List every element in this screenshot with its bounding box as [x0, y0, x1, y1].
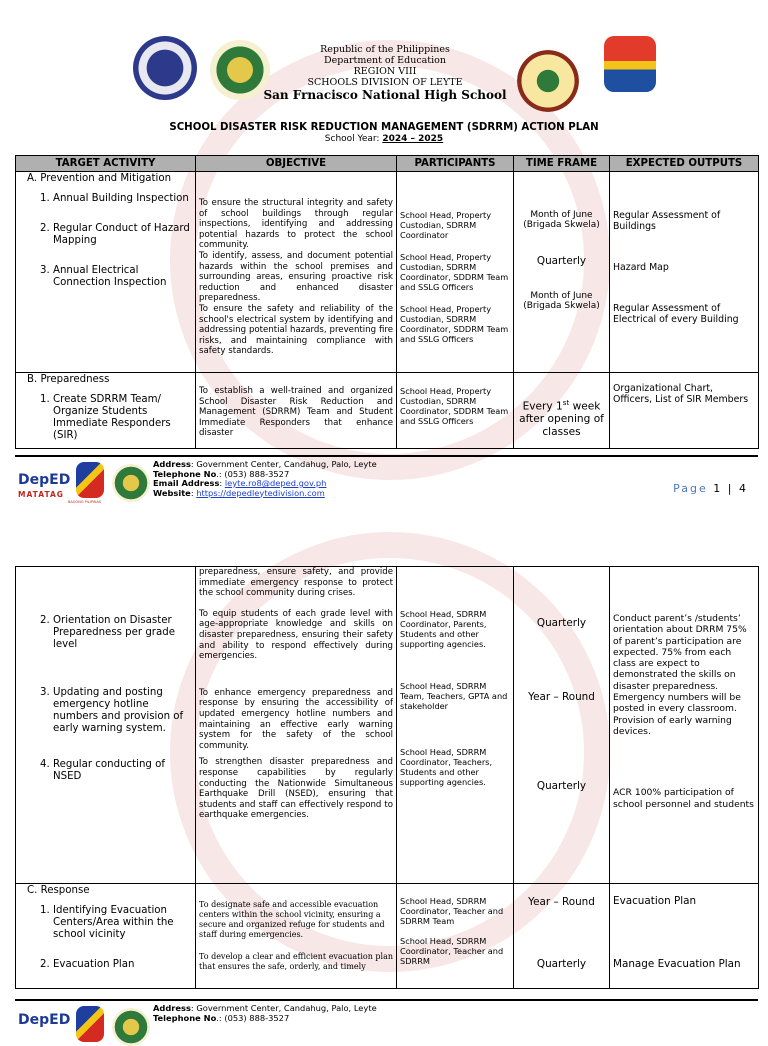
email-link[interactable]: leyte.ro8@deped.gov.ph [224, 478, 327, 488]
document-page-2 [0, 562, 768, 1028]
participants-text: School Head, Property Custodian, SDRRM Coordinator, SDDRM Team and SSLG Officers [400, 304, 509, 344]
table-row [16, 373, 759, 449]
objective-text: To strengthen disaster preparedness and response capabilities by regularly conducting the Nationwide Simultaneous Earthquake Drill (NSED), ensuring that students and staff can effectively respond to earthquake emergencies. [199, 757, 393, 821]
section-heading: C. Response [27, 885, 90, 896]
bagong-pilipinas-logo [76, 1006, 104, 1042]
school-year-value: 2024 – 2025 [382, 134, 444, 144]
table-row [16, 567, 759, 884]
output-text: Regular Assessment of Buildings [613, 210, 721, 232]
division-line: SCHOOLS DIVISION OF LEYTE [307, 77, 463, 88]
target-activity-cell [16, 373, 196, 449]
division-footer-logo [112, 1008, 150, 1046]
participants-cell [397, 172, 514, 373]
footer-contact [153, 1004, 377, 1023]
target-activity-cell [16, 884, 196, 989]
school-year: School Year: 2024 – 2025 [324, 134, 444, 144]
website-link[interactable]: https://depedleytedivision.com [196, 487, 325, 498]
participants-text: School Head, SDRRM Coordinator, Teacher and SDRRM [400, 936, 504, 966]
target-activity-cell [16, 172, 196, 373]
output-text: ACR 100% participation of school personnel and students [613, 787, 754, 810]
participants-text: School Head, Property Custodian, SDRRM Coordinator, SDDRM Team and SSLG Officers [400, 252, 509, 292]
time-frame-text: Year – Round [528, 896, 595, 908]
footer-email: Email Address: leyte.ro8@deped.gov.ph [153, 478, 327, 488]
objective-text: To ensure the safety and reliability of the school's electrical system by identifying and addressing potential hazards, preventing fire risks, and maintaining compliance with safety standards. [199, 303, 393, 357]
participants-text: School Head, SDRRM Team, Teachers, GPTA and stakeholder [400, 681, 508, 711]
expected-outputs-cell [610, 373, 759, 449]
objective-text: To identify, assess, and document potential hazards within the school premises and surrounding areas, ensuring proactive risk reduction and enhanced disaster preparedness. [199, 250, 393, 304]
objective-text: To develop a clear and efficient evacuation plan that ensures the safe, orderly, and timely [199, 952, 394, 971]
time-frame-text: Month of June (Brigada Skwela) [523, 210, 600, 230]
footer-divider [15, 455, 758, 457]
table-row [16, 172, 759, 373]
section-heading: A. Prevention and Mitigation [27, 173, 172, 184]
footer-divider [15, 999, 758, 1001]
deped-logo: DepED [18, 1012, 71, 1028]
footer-website: Website: https://depedleytedivision.com [153, 487, 325, 498]
action-plan-table-page-1 [15, 155, 759, 449]
objective-cell [196, 373, 397, 449]
region-line: REGION VIII [353, 66, 417, 77]
column-header: TARGET ACTIVITY [16, 156, 196, 172]
bagong-pilipinas-logo [76, 462, 104, 498]
section-heading: B. Preparedness [27, 374, 110, 385]
division-footer-logo [112, 464, 150, 502]
list-item: 3. Updating and posting emergency hotline numbers and provision of early warning system. [53, 687, 192, 735]
list-item: 1. Identifying Evacuation Centers/Area within the school vicinity [53, 905, 192, 941]
time-frame-text: Month of June (Brigada Skwela) [523, 291, 600, 311]
list-item: 3. Annual Electrical Connection Inspection [53, 265, 192, 289]
footer-telephone: Telephone No.: (053) 888-3527 [153, 468, 290, 479]
list-item: 2. Evacuation Plan [53, 959, 192, 971]
output-text: Conduct parent’s /students’ orientation about DRRM 75% of parent’s participation are expected. 75% from each class are expect to demonstrated the skills on disaster preparedness. [613, 613, 747, 692]
republic-line: Republic of the Philippines [320, 44, 450, 55]
bagong-pilipinas-text: BAGONG PILIPINAS [68, 500, 102, 504]
time-frame-cell [514, 172, 610, 373]
list-item: 1. Create SDRRM Team/ Organize Students Immediate Responders (SIR) [53, 394, 192, 442]
output-text: Regular Assessment of Electrical of every Building [613, 303, 739, 325]
page-gap [0, 510, 768, 562]
school-name: San Frnacisco National High School [263, 88, 507, 102]
target-activity-cell [16, 567, 196, 884]
objective-text: To enhance emergency preparedness and response by ensuring the accessibility of updated emergency hotline numbers and maintaining an effective early warning system for the safety of the school community. [199, 687, 393, 751]
objective-text: To equip students of each grade level with age-appropriate knowledge and skills on disaster preparedness, ensuring their safety and ability to respond effectively during emergencies. [199, 608, 393, 662]
page-number: Page 1 | 4 [673, 482, 748, 495]
objective-cell [196, 884, 397, 989]
participants-text: School Head, SDRRM Coordinator, Teacher and SDRRM Team [400, 896, 504, 926]
table-header-row [16, 156, 759, 172]
matatag-logo-text: MATATAG [18, 490, 64, 499]
footer-address: Address: Government Center, Candahug, Palo, Leyte [153, 1003, 377, 1013]
objective-text: preparedness, ensure safety, and provide immediate emergency response to protect the school community during crises. [199, 567, 393, 599]
time-frame-text: Year – Round [528, 691, 595, 703]
output-text: Evacuation Plan [613, 895, 697, 907]
objective-text: To establish a well-trained and organized School Disaster Risk Reduction and Management (SDRRM) Team and Student Immediate Responders that enhance disaster [199, 386, 393, 439]
deped-logo: DepED [18, 472, 71, 488]
department-line: Department of Education [324, 55, 446, 66]
column-header: PARTICIPANTS [397, 156, 514, 172]
objective-cell [196, 567, 397, 884]
document-page-1 [0, 0, 768, 510]
time-frame-text: Quarterly [536, 255, 587, 267]
participants-text: School Head, SDRRM Coordinator, Teachers, Students and other supporting agencies. [400, 747, 493, 787]
action-plan-table-page-2 [15, 566, 759, 989]
list-item: 4. Regular conducting of NSED [53, 759, 192, 783]
participants-text: School Head, Property Custodian, SDRRM Coordinator, SDDRM Team and SSLG Officers [400, 386, 509, 426]
expected-outputs-cell [610, 567, 759, 884]
participants-text: School Head, SDRRM Coordinator, Parents, Students and other supporting agencies. [400, 609, 487, 649]
document-title: SCHOOL DISASTER RISK REDUCTION MANAGEMENT (SDRRM) ACTION PLAN [169, 122, 599, 133]
time-frame-text: Quarterly [536, 958, 587, 970]
participants-cell [397, 884, 514, 989]
column-header: TIME FRAME [514, 156, 610, 172]
objective-cell [196, 172, 397, 373]
output-text: Organizational Chart, Officers, List of SIR Members [613, 383, 749, 405]
time-frame-cell [514, 567, 610, 884]
deped-seal-logo [133, 36, 197, 100]
column-header: EXPECTED OUTPUTS [610, 156, 759, 172]
participants-text: School Head, Property Custodian, SDRRM Coordinator [400, 210, 492, 240]
objective-text: To designate safe and accessible evacuation centers within the school vicinity, ensuring a secure and organized refuge for students and staff during emergencies. [199, 900, 385, 939]
participants-cell [397, 373, 514, 449]
time-frame-cell [514, 884, 610, 989]
footer-telephone: Telephone No.: (053) 888-3527 [153, 1012, 290, 1023]
expected-outputs-cell [610, 884, 759, 989]
output-text: Emergency numbers will be posted in every classroom. Provision of early warning devices. [613, 692, 741, 737]
time-frame-text: Quarterly [536, 617, 587, 629]
expected-outputs-cell [610, 172, 759, 373]
list-item: 2. Orientation on Disaster Preparedness per grade level [53, 615, 192, 651]
objective-text: To ensure the structural integrity and safety of school buildings through regular inspections, identifying and addressing potential hazards to protect the school community. [199, 198, 393, 251]
column-header: OBJECTIVE [196, 156, 397, 172]
output-text: Hazard Map [613, 262, 669, 273]
time-frame-text: Quarterly [536, 780, 587, 792]
time-frame-cell: Every 1st week after opening of classes [514, 373, 610, 449]
list-item: 1. Annual Building Inspection [53, 193, 192, 205]
table-row [16, 884, 759, 989]
participants-cell [397, 567, 514, 884]
letterhead [240, 44, 530, 103]
footer-contact [153, 460, 377, 498]
footer-address: Address: Government Center, Candahug, Palo, Leyte [153, 459, 377, 469]
list-item: 2. Regular Conduct of Hazard Mapping [53, 223, 192, 247]
output-text: Manage Evacuation Plan [613, 958, 741, 970]
ssg-logo [604, 36, 656, 92]
